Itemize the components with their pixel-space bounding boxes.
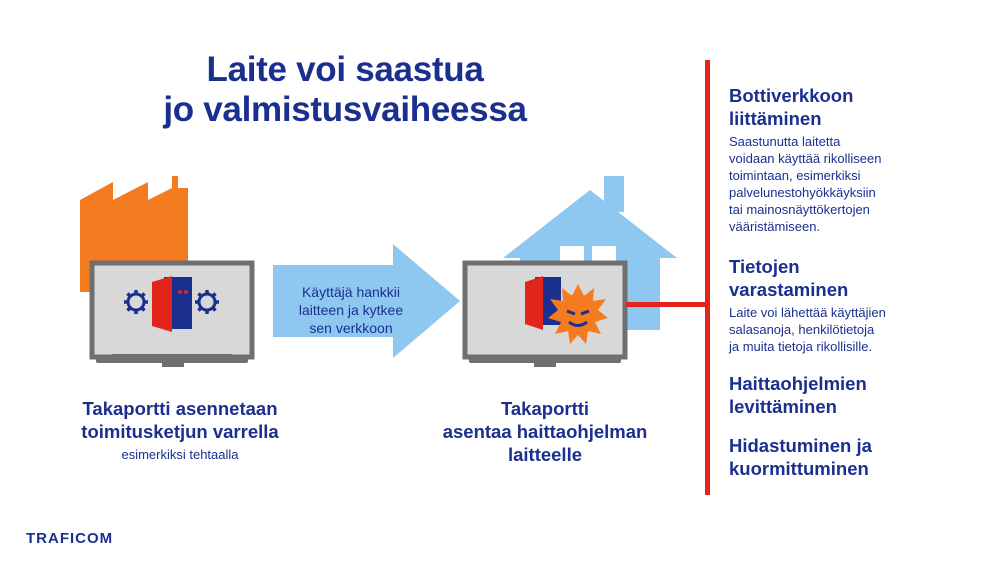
- caption-left-sub: esimerkiksi tehtaalla: [121, 447, 239, 462]
- sidebar-body-line: palvelunestohyökkäyksiin: [729, 185, 876, 200]
- caption-left-line-1: Takaportti asennetaan: [82, 398, 278, 419]
- arrow-label-line-1: Käyttäjä hankkii: [301, 284, 401, 300]
- sidebar-heading-line: liittäminen: [729, 108, 822, 129]
- title-line-2: jo valmistusvaiheessa: [163, 90, 527, 129]
- title-line-1: Laite voi saastua: [206, 50, 484, 89]
- sidebar-body-line: ja muita tietoja rikollisille.: [729, 339, 873, 354]
- sidebar-heading-line: Tietojen: [729, 256, 800, 277]
- arrow-label-line-2: laitteen ja kytkee: [298, 302, 404, 318]
- sidebar-item-malware-spread: [729, 372, 994, 418]
- sidebar-item-botnet: [729, 84, 994, 235]
- sidebar-heading-line: Haittaohjelmien: [729, 373, 867, 394]
- sidebar-body-line: vääristämiseen.: [729, 219, 821, 234]
- caption-middle: [400, 397, 690, 466]
- sidebar-heading-line: kuormittuminen: [729, 458, 869, 479]
- sidebar-body-line: tai mainosnäyttökertojen: [729, 202, 870, 217]
- sidebar-item-data-theft: [729, 255, 994, 355]
- sidebar-item-slowdown: [729, 434, 994, 480]
- backdoor-icon: [152, 276, 192, 332]
- sidebar-body-line: voidaan käyttää rikolliseen: [729, 151, 882, 166]
- caption-middle-line-2: asentaa haittaohjelman: [442, 421, 648, 442]
- caption-left-line-2: toimitusketjun varrella: [81, 421, 279, 442]
- arrow-label-line-3: sen verkkoon: [309, 320, 393, 336]
- caption-middle-line-3: laitteelle: [507, 444, 583, 465]
- sidebar-heading-line: levittäminen: [729, 396, 837, 417]
- sidebar-body-line: Laite voi lähettää käyttäjien: [729, 305, 886, 320]
- sidebar-heading-line: Hidastuminen ja: [729, 435, 872, 456]
- sidebar-body-line: salasanoja, henkilötietoja: [729, 322, 875, 337]
- sidebar-heading-line: Bottiverkkoon: [729, 85, 854, 106]
- traficom-logo: TRAFICOM: [26, 530, 114, 547]
- arrow-label: [282, 283, 420, 337]
- sidebar-body-line: toimintaan, esimerkiksi: [729, 168, 861, 183]
- sidebar-body-line: Saastunutta laitetta: [729, 134, 841, 149]
- caption-left: [30, 397, 330, 464]
- sidebar-heading-line: varastaminen: [729, 279, 849, 300]
- caption-middle-line-1: Takaportti: [500, 398, 590, 419]
